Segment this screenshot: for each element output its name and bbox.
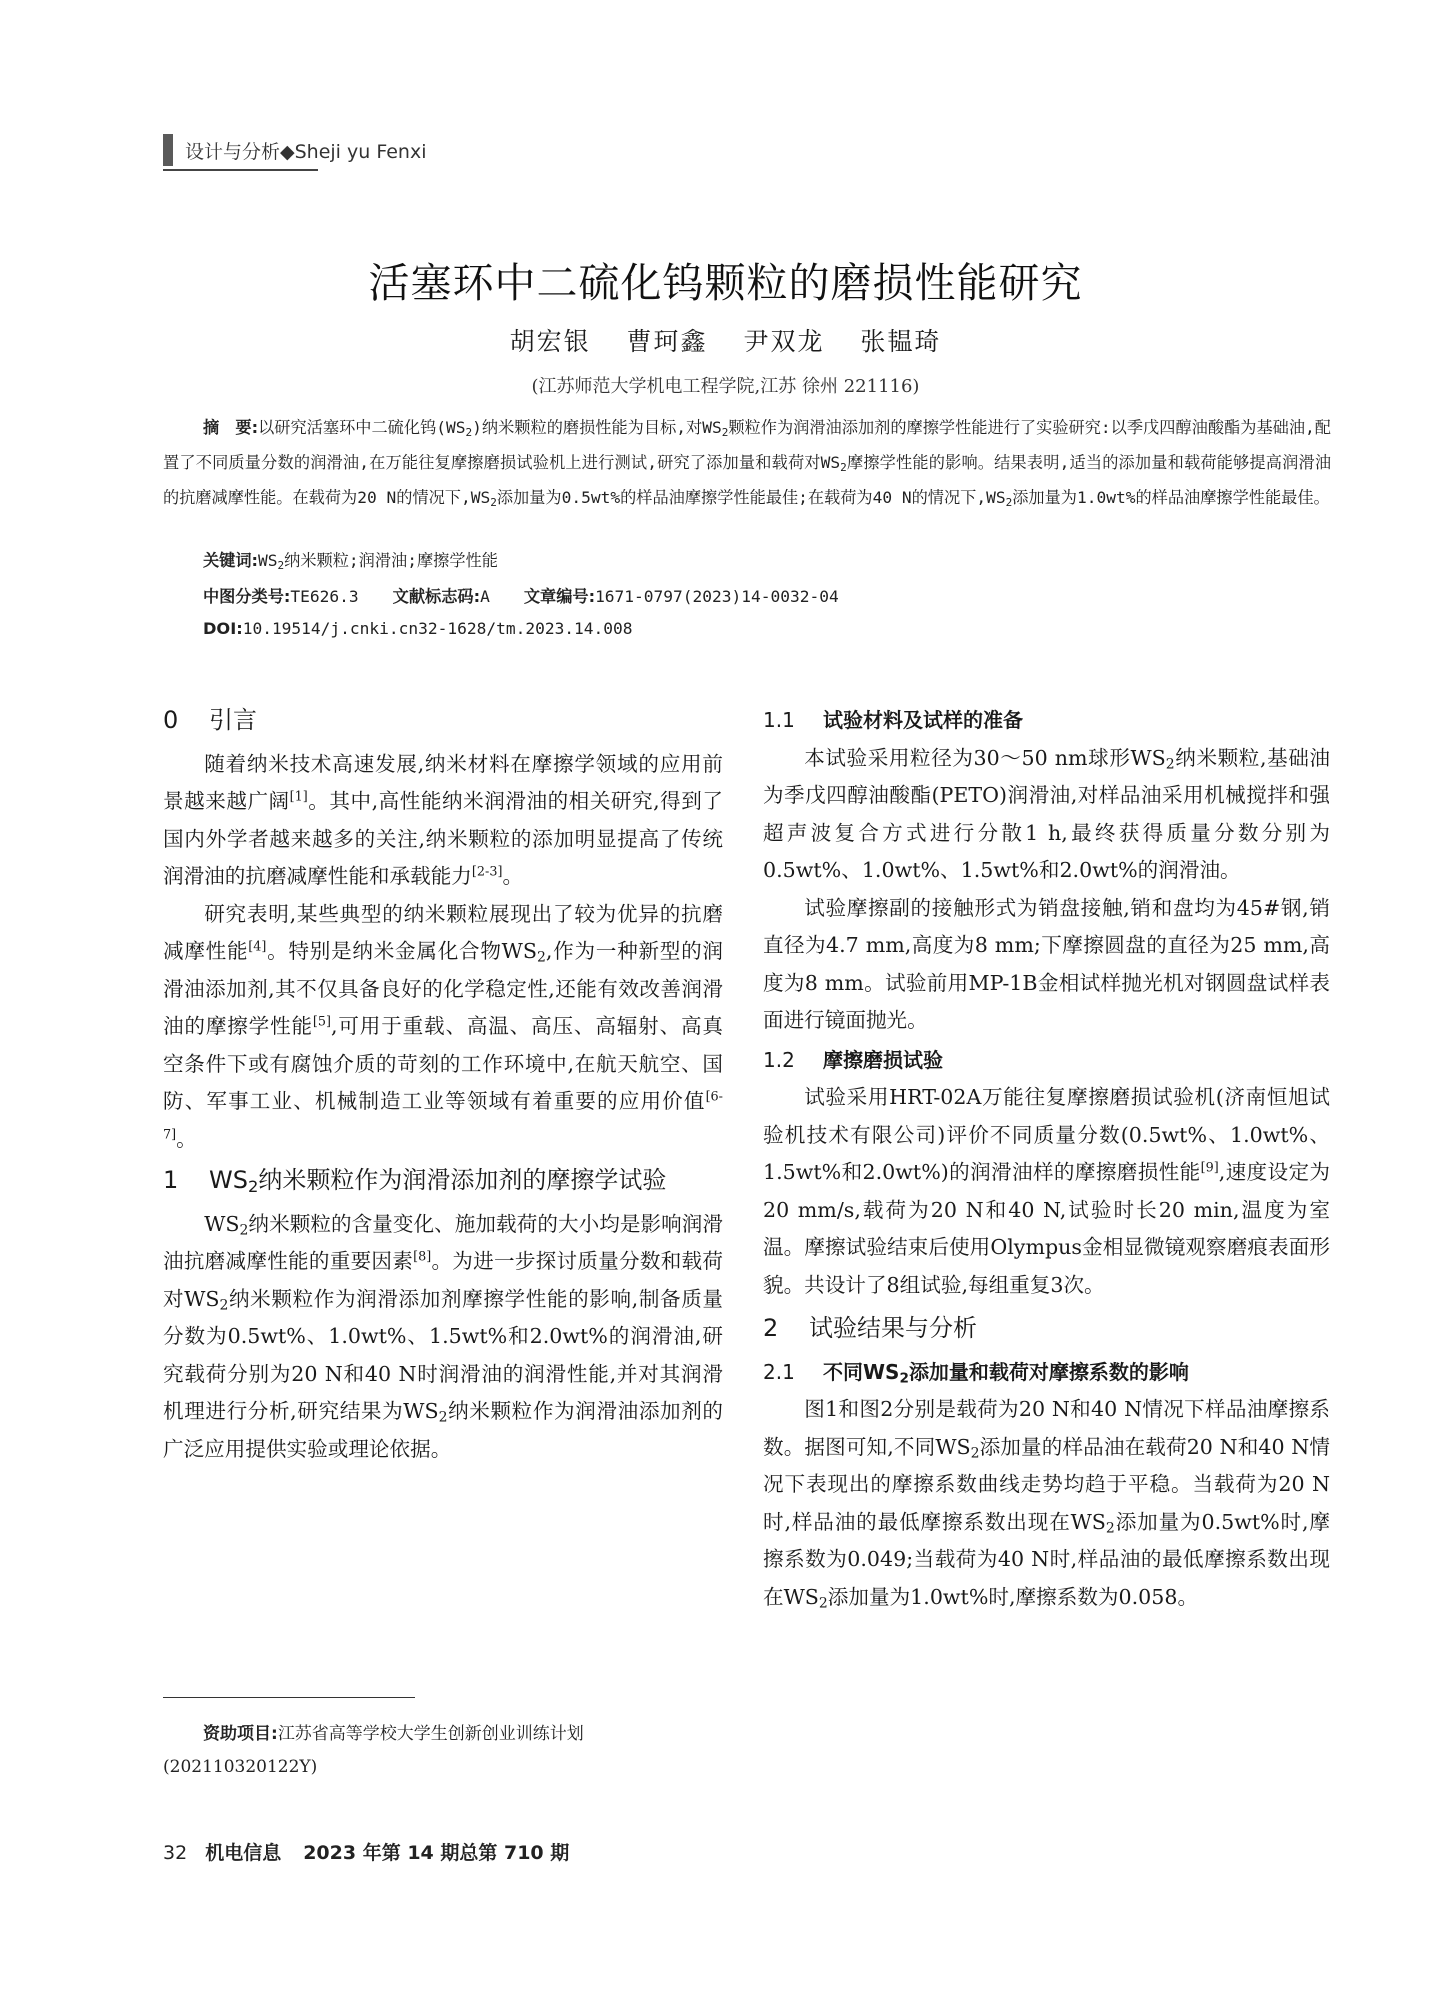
section-1-paragraph-1: $WS_2$纳米颗粒的含量变化、施加载荷的大小均是影响润滑油抗磨减摩性能的重要因素[8]。为进一步探讨质量分数和载荷对$WS_2$纳米颗粒作为润滑添加剂摩擦学性能的影响,制备质量分数为0.5wt%、1.0wt%、1.5wt%和2.0wt%的润滑油,研究载荷分别为20 N和40 N时润滑油的润滑性能,并对其润滑机理进行分析,研究结果为$WS_2$纳米颗粒作为润滑油添加剂的广泛应用提供实验或理论依据。 <box>163 1211 724 1461</box>
doi <box>203 619 633 638</box>
section-0-paragraph-1: 随着纳米技术高速发展,纳米材料在摩擦学领域的应用前景越来越广阔[1]。其中,高性能纳米润滑油的相关研究,得到了国内外学者越来越多的关注,纳米颗粒的添加明显提高了传统润滑油的抗磨减摩性能和承载能力[2-3]。 <box>163 751 724 888</box>
section-1-2-heading: 1.2 摩擦磨损试验 <box>763 1047 943 1072</box>
doc-code-label: 文献标志码: <box>392 587 481 606</box>
section-1-heading: 1 $WS_2$纳米颗粒作为润滑添加剂的摩擦学试验 <box>163 1166 667 1197</box>
running-head-text: 设计与分析◆Sheji yu Fenxi <box>185 141 427 163</box>
footnote-text: 江苏省高等学校大学生创新创业训练计划(202110320122Y) <box>163 1724 584 1777</box>
affiliation: (江苏师范大学机电工程学院,江苏 徐州 221116) <box>531 376 920 397</box>
running-head-bar <box>163 134 173 166</box>
article-id-label: 文章编号: <box>523 587 596 606</box>
clc-value: TE626.3 <box>290 587 359 606</box>
doi-label: DOI: <box>203 619 243 638</box>
keywords-text: $WS_2$纳米颗粒;润滑油;摩擦学性能 <box>258 551 498 572</box>
section-2-1-heading: 2.1 不同$WS_2$添加量和载荷对摩擦系数的影响 <box>763 1359 1189 1386</box>
section-2-1-paragraph-1: 图1和图2分别是载荷为20 N和40 N情况下样品油摩擦系数。据图可知,不同$WS_2$添加量的样品油在载荷20 N和40 N情况下表现出的摩擦系数曲线走势均趋于平稳。当载荷为20 N时,样品油的最低摩擦系数出现在$WS_2$添加量为0.5wt%时,摩擦系数为0.049;当载荷为40 N时,样品油的最低摩擦系数出现在$WS_2$添加量为1.0wt%时,摩擦系数为0.058。 <box>763 1397 1330 1611</box>
article-id-value: 1671-0797(2023)14-0032-04 <box>595 587 839 606</box>
footnote-label: 资助项目: <box>203 1724 278 1744</box>
section-1-1-paragraph-2: 试验摩擦副的接触形式为销盘接触,销和盘均为45#钢,销直径为4.7 mm,高度为8 mm;下摩擦圆盘的直径为25 mm,高度为8 mm。试验前用MP-1B金相试样抛光机对钢圆盘试样表面进行镜面抛光。 <box>763 895 1330 1032</box>
keywords-label: 关键词: <box>203 551 259 570</box>
right-column <box>763 700 1330 1616</box>
section-1-1-paragraph-1: 本试验采用粒径为30～50 nm球形$WS_2$纳米颗粒,基础油为季戊四醇油酸酯(PETO)润滑油,对样品油采用机械搅拌和强超声波复合方式进行分散1 h,最终获得质量分数分别为0.5wt%、1.0wt%、1.5wt%和2.0wt%的润滑油。 <box>763 745 1330 882</box>
clc-label: 中图分类号: <box>203 587 291 606</box>
doi-value[interactable]: 10.19514/j.cnki.cn32-1628/tm.2023.14.008 <box>242 619 633 638</box>
running-head <box>163 128 427 172</box>
section-1-2-paragraph-1: 试验采用HRT-02A万能往复摩擦磨损试验机(济南恒旭试验机技术有限公司)评价不同质量分数(0.5wt%、1.0wt%、1.5wt%和2.0wt%)的润滑油样的摩擦磨损性能[9],速度设定为20 mm/s,载荷为20 N和40 N,试验时长20 min,温度为室温。摩擦试验结束后使用Olympus金相显微镜观察磨痕表面形貌。共设计了8组试验,每组重复3次。 <box>763 1085 1330 1297</box>
left-column <box>163 700 723 1468</box>
doc-code-value: A <box>480 587 490 606</box>
footnote-rule <box>163 1697 415 1698</box>
abstract-text: 以研究活塞环中二硫化钨$(WS_2)$纳米颗粒的磨损性能为目标,对$WS_2$颗粒作为润滑油添加剂的摩擦学性能进行了实验研究:以季戊四醇油酸酯为基础油,配置了不同质量分数的润滑油,在万能往复摩擦磨损试验机上进行测试,研究了添加量和载荷对$WS_2$摩擦学性能的影响。结果表明,适当的添加量和载荷能够提高润滑油的抗磨减摩性能。在载荷为20 N的情况下$,WS_2$添加量为0.5wt%的样品油摩擦学性能最佳;在载荷为40 N的情况下$,WS_2$添加量为1.0wt%的样品油摩擦学性能最佳。 <box>163 418 1332 509</box>
page-number: 32 <box>163 1842 188 1864</box>
running-head-rule <box>163 169 318 171</box>
section-0-heading: 0 引言 <box>163 706 257 734</box>
abstract-label: 摘 要: <box>203 418 259 437</box>
funding-footnote <box>163 1718 723 1784</box>
journal-name: 机电信息 <box>205 1842 282 1864</box>
keywords <box>203 547 498 571</box>
classification <box>203 583 839 607</box>
section-0-paragraph-2: 研究表明,某些典型的纳米颗粒展现出了较为优异的抗磨减摩性能[4]。特别是纳米金属化合物$WS_2$,作为一种新型的润滑油添加剂,其不仅具备良好的化学稳定性,还能有效改善润滑油的摩擦学性能[5],可用于重载、高温、高压、高辐射、高真空条件下或有腐蚀介质的苛刻的工作环境中,在航天航空、国防、军事工业、机械制造工业等领域有着重要的应用价值[6-7]。 <box>163 901 724 1151</box>
page-footer <box>163 1838 569 1865</box>
abstract <box>163 410 1331 515</box>
issue-info: 2023 年第 14 期总第 710 期 <box>303 1842 570 1864</box>
authors: 胡宏银 曹珂鑫 尹双龙 张韫琦 <box>509 327 942 356</box>
paper-title: 活塞环中二硫化钨颗粒的磨损性能研究 <box>368 259 1083 307</box>
section-2-heading: 2 试验结果与分析 <box>763 1314 977 1342</box>
section-1-1-heading: 1.1 试验材料及试样的准备 <box>763 708 1023 732</box>
